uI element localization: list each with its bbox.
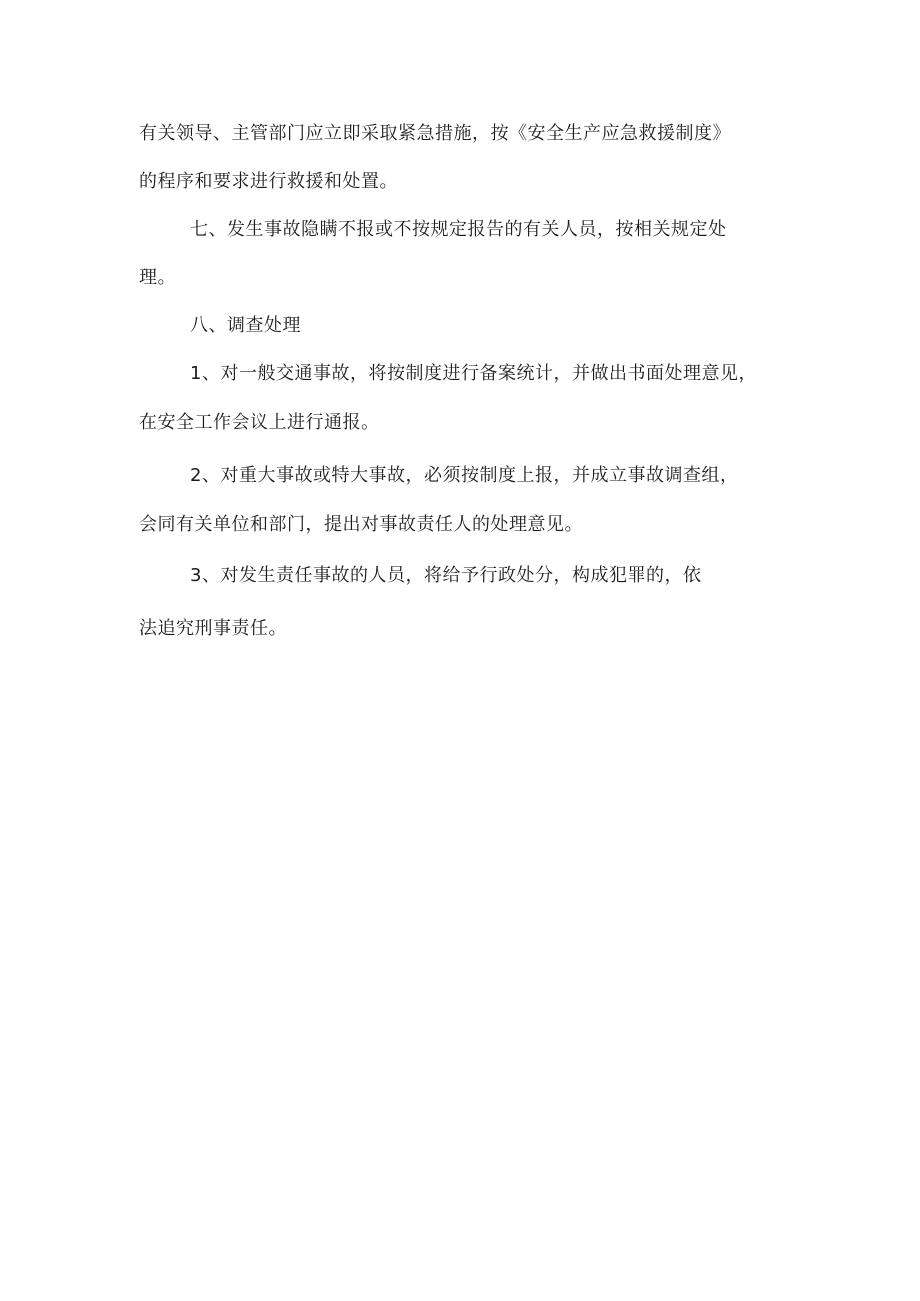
paragraph-line: 七、发生事故隐瞒不报或不按规定报告的有关人员，按相关规定处 — [190, 219, 727, 240]
paragraph-line: 理。 — [139, 267, 176, 288]
paragraph-line: 的程序和要求进行救援和处置。 — [139, 171, 398, 192]
paragraph-line: 2、对重大事故或特大事故，必须按制度上报，并成立事故调查组， — [190, 465, 739, 486]
section-heading: 八、调查处理 — [190, 315, 301, 336]
paragraph-line: 1、对一般交通事故，将按制度进行备案统计，并做出书面处理意见， — [190, 363, 757, 384]
paragraph-line: 有关领导、主管部门应立即采取紧急措施，按《安全生产应急救援制度》 — [139, 123, 731, 144]
paragraph-line: 3、对发生责任事故的人员，将给予行政处分，构成犯罪的，依 — [190, 565, 702, 586]
paragraph-line: 法追究刑事责任。 — [139, 618, 287, 639]
paragraph-line: 在安全工作会议上进行通报。 — [139, 412, 380, 433]
paragraph-line: 会同有关单位和部门，提出对事故责任人的处理意见。 — [139, 514, 583, 535]
